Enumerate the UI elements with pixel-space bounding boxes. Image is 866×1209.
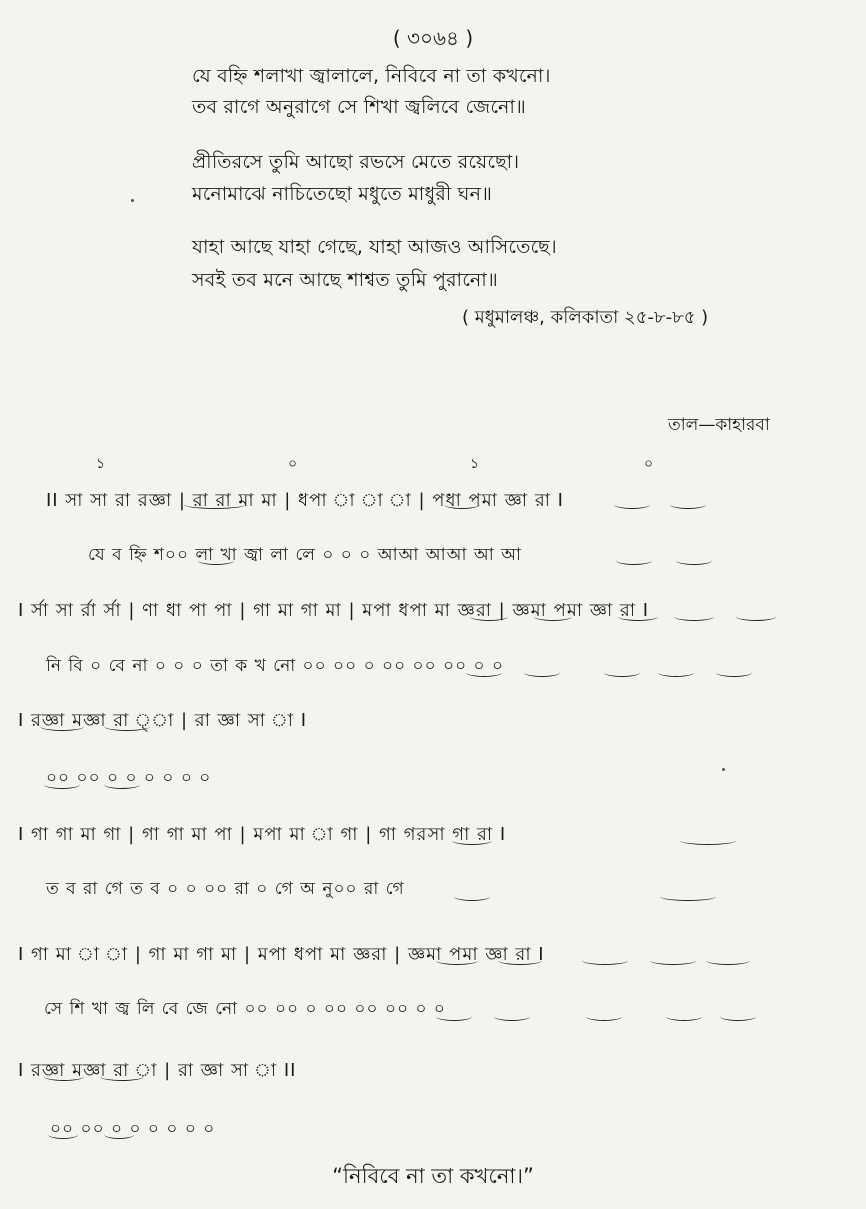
meend-mark	[650, 956, 696, 965]
ink-speck	[722, 768, 725, 771]
syllable-line-5: সে শি খা জ্ব লি বে জে নো ০০ ০০ ০ ০০ ০০ ০০ ০ ০	[44, 999, 446, 1019]
meend-mark	[614, 500, 650, 509]
meend-mark	[666, 1012, 702, 1021]
meend-mark	[604, 668, 640, 677]
syllable-line-4: ত ব রা গে ত ব ০ ০ ০০ রা ০ গে অ নু০০ রা গে	[46, 879, 405, 899]
lyric-line-5: যাহা আছে যাহা গেছে, যাহা আজও আসিতেছে।	[192, 236, 557, 258]
meend-mark	[618, 612, 658, 621]
meend-mark	[444, 500, 480, 509]
meend-mark	[586, 1012, 622, 1021]
meend-mark	[104, 1130, 134, 1139]
meend-mark	[498, 956, 542, 965]
meend-mark	[100, 1072, 144, 1081]
meend-mark	[184, 500, 246, 509]
meend-mark	[104, 780, 140, 789]
meend-mark	[48, 1130, 78, 1139]
meend-mark	[452, 836, 492, 845]
notation-line-4: I গা গা মা গা | গা গা মা পা | মপা মা া গা | গা গরসা গা রা I	[18, 824, 507, 845]
meend-mark	[674, 612, 714, 621]
lyric-line-6: সবই তব মনে আছে শাশ্বত তুমি পুরানো॥	[192, 269, 498, 291]
beat-marker-sam: ১	[96, 456, 106, 472]
meend-mark	[44, 1072, 84, 1081]
beat-marker-khali-2: ০	[644, 456, 654, 472]
beat-marker-sam-2: ১	[470, 456, 480, 472]
syllable-line-6: ০০ ০০ ০ ০ ০ ০ ০ ০	[50, 1119, 216, 1139]
ink-speck	[131, 199, 134, 202]
beat-marker-khali: ০	[288, 456, 298, 472]
syllable-line-2: নি বি ০ বে না ০ ০ ০ তা ক খ নো ০০ ০০ ০ ০০ ০০ ০০ ০ ০	[46, 656, 505, 676]
meend-mark	[436, 1012, 472, 1021]
meend-mark	[660, 892, 716, 901]
lyric-line-2: তব রাগে অনুরাগে সে শিখা জ্বলিবে জেনো॥	[192, 96, 526, 118]
notation-line-2: I র্সা সা র্রা র্সা | ণা ধা পা পা | গা মা গা মা | মপা ধপা মা জ্ঞরা | জ্ঞমা পমা জ্ঞা রা I	[18, 600, 650, 621]
meend-mark	[524, 668, 560, 677]
meend-mark	[470, 612, 508, 621]
meend-mark	[454, 892, 490, 901]
meend-mark	[494, 1012, 530, 1021]
source-citation: ( মধুমালঞ্চ, কলিকাতা ২৫-৮-৮৫ )	[462, 307, 709, 328]
lyric-line-3: প্রীতিরসে তুমি আছো রভসে মেতে রয়েছো।	[192, 151, 520, 173]
syllable-line-3: ০০ ০০ ০ ০ ০ ০ ০ ০	[46, 768, 212, 788]
meend-mark	[670, 500, 706, 509]
song-number: ( ৩০৬৪ )	[392, 26, 474, 50]
meend-mark	[716, 668, 752, 677]
meend-mark	[736, 612, 776, 621]
footer-quote: “নিবিবে না তা কখনো।”	[332, 1164, 534, 1188]
meend-mark	[466, 668, 502, 677]
notation-line-6: I রজ্ঞা মজ্ঞা রা া | রা জ্ঞা সা া II	[18, 1060, 297, 1081]
notation-line-1: II সা সা রা রজ্ঞা | রা রা মা মা | ধপা া া া | পধা পমা জ্ঞা রা I	[46, 490, 564, 511]
meend-mark	[436, 956, 478, 965]
meend-mark	[616, 556, 652, 565]
meend-mark	[582, 956, 628, 965]
notation-line-3: I রজ্ঞা মজ্ঞা রা ্া | রা জ্ঞা সা া I	[18, 710, 308, 731]
meend-mark	[676, 556, 712, 565]
meend-mark	[40, 722, 84, 731]
meend-mark	[680, 836, 736, 845]
lyric-line-1: যে বহ্নি শলাখা জ্বালালে, নিবিবে না তা কখনো।	[192, 65, 551, 87]
notation-line-5: I গা মা া া | গা মা গা মা | মপা ধপা মা জ্ঞরা | জ্ঞমা পমা জ্ঞা রা I	[18, 944, 545, 965]
meend-mark	[534, 612, 572, 621]
meend-mark	[104, 722, 150, 731]
meend-mark	[658, 668, 694, 677]
meend-mark	[44, 780, 80, 789]
meend-mark	[706, 956, 750, 965]
meend-mark	[198, 556, 234, 565]
tala-label: তাল—কাহারবা	[668, 415, 770, 435]
lyric-line-4: মনোমাঝে নাচিতেছো মধুতে মাধুরী ঘন॥	[192, 183, 493, 205]
syllable-line-1: যে ব হ্নি শ০০ লা খা জ্বা লা লে ০ ০ ০ আআ আআ আ আ	[88, 545, 522, 565]
meend-mark	[720, 1012, 756, 1021]
